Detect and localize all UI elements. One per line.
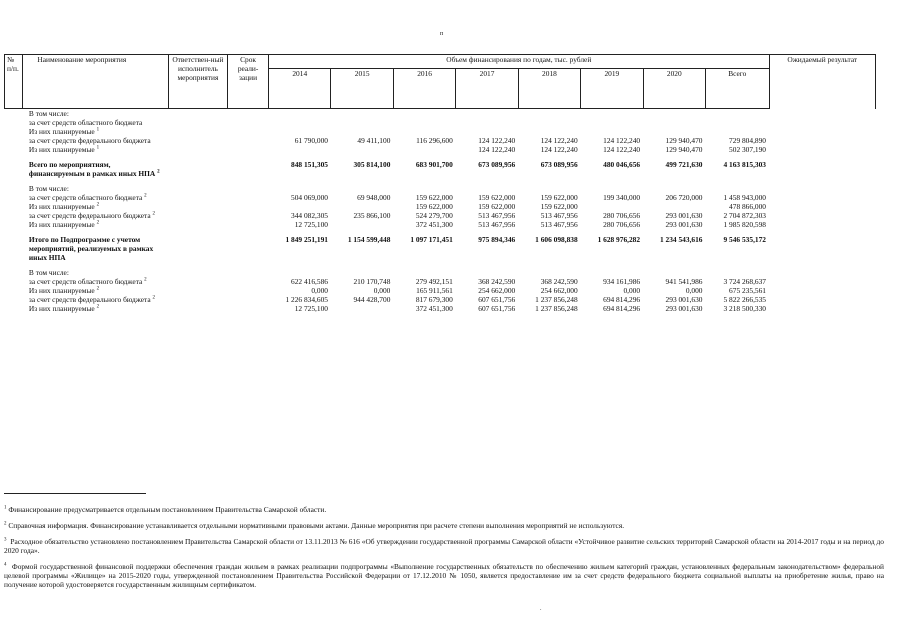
row-footnote-ref: 2 xyxy=(96,286,100,292)
value-cell xyxy=(706,109,770,119)
row-name-cell xyxy=(23,127,168,136)
footnote-number: 3 xyxy=(4,537,7,543)
funding-table xyxy=(4,54,876,313)
value-cell xyxy=(269,109,331,119)
value-cell: 1 234 543,616 xyxy=(660,235,703,244)
value-cell xyxy=(269,118,331,127)
row-number-cell xyxy=(5,277,23,286)
value-cell: 124 122,240 xyxy=(478,136,516,145)
empty-cell xyxy=(228,145,269,154)
value-cell xyxy=(331,184,393,193)
value-cell: 694 814,296 xyxy=(603,304,641,313)
value-cell xyxy=(331,109,393,119)
empty-cell xyxy=(168,136,227,145)
value-cell xyxy=(331,220,393,229)
value-cell xyxy=(643,184,705,193)
footnote-divider xyxy=(4,493,146,494)
value-cell xyxy=(393,145,455,154)
value-cell: 293 001,630 xyxy=(665,211,703,220)
row-name: за счет средств федерального бюджета xyxy=(28,211,151,220)
empty-cell xyxy=(228,193,269,202)
result-cell xyxy=(769,136,876,145)
row-number-cell xyxy=(5,127,23,136)
table-row xyxy=(5,109,876,119)
value-cell: 129 940,470 xyxy=(665,145,703,154)
value-cell: 513 467,956 xyxy=(478,211,516,220)
value-cell: 622 416,586 xyxy=(291,277,328,286)
row-name: Из них планируемые xyxy=(28,145,95,154)
value-cell: 159 622,000 xyxy=(415,193,453,202)
empty-cell xyxy=(168,304,227,313)
value-cell: 848 151,305 xyxy=(291,160,328,169)
row-footnote-ref: 1 xyxy=(96,127,100,133)
value-cell xyxy=(518,184,580,193)
value-cell: 975 894,346 xyxy=(478,235,516,244)
empty-cell xyxy=(228,286,269,295)
value-cell: 1 237 856,248 xyxy=(535,304,578,313)
header-year: Всего xyxy=(706,69,770,109)
value-cell: 4 163 815,303 xyxy=(723,160,766,169)
row-name-cell xyxy=(23,160,168,178)
value-cell: 124 122,240 xyxy=(478,145,516,154)
row-number-cell xyxy=(5,202,23,211)
value-cell xyxy=(706,127,770,136)
value-cell: 129 940,470 xyxy=(665,136,703,145)
value-cell: 0,000 xyxy=(685,286,703,295)
value-cell: 293 001,630 xyxy=(665,220,703,229)
value-cell: 293 001,630 xyxy=(665,304,703,313)
value-cell: 165 911,561 xyxy=(416,286,453,295)
value-cell: 199 340,000 xyxy=(603,193,641,202)
value-cell: 675 235,561 xyxy=(729,286,766,295)
value-cell xyxy=(331,202,393,211)
value-cell: 673 089,956 xyxy=(478,160,516,169)
value-cell: 1 606 098,838 xyxy=(535,235,578,244)
value-cell xyxy=(331,304,393,313)
header-year: 2019 xyxy=(581,69,643,109)
value-cell: 0,000 xyxy=(623,286,641,295)
header-term: Срок реали-зации xyxy=(228,55,269,109)
value-cell: 9 546 535,172 xyxy=(723,235,766,244)
row-footnote-ref: 2 xyxy=(144,193,147,199)
empty-cell xyxy=(168,295,227,304)
header-year: 2014 xyxy=(269,69,331,109)
empty-cell xyxy=(228,235,269,262)
value-cell xyxy=(393,127,455,136)
result-cell xyxy=(769,277,876,286)
empty-cell xyxy=(228,202,269,211)
row-number-cell xyxy=(5,295,23,304)
row-number-cell xyxy=(5,145,23,154)
result-cell xyxy=(769,295,876,304)
row-name-cell xyxy=(23,109,168,119)
value-cell: 254 662,000 xyxy=(540,286,578,295)
row-name-cell xyxy=(23,211,168,220)
empty-cell xyxy=(168,145,227,154)
value-cell: 694 814,296 xyxy=(603,295,641,304)
value-cell: 1 226 834,605 xyxy=(285,295,328,304)
result-cell xyxy=(769,145,876,154)
value-cell xyxy=(581,184,643,193)
result-cell xyxy=(769,211,876,220)
value-cell xyxy=(706,268,770,277)
footnote-number: 2 xyxy=(4,521,7,527)
row-number-cell xyxy=(5,220,23,229)
footnote xyxy=(4,537,884,555)
footnote xyxy=(4,562,884,589)
result-cell xyxy=(769,193,876,202)
row-name-cell xyxy=(23,202,168,211)
header-year: 2018 xyxy=(518,69,580,109)
value-cell xyxy=(706,184,770,193)
value-cell xyxy=(643,118,705,127)
value-cell: 504 069,000 xyxy=(291,193,328,202)
table-row xyxy=(5,184,876,193)
table-row xyxy=(5,136,876,145)
row-footnote-ref: 2 xyxy=(144,277,147,283)
header-year: 2017 xyxy=(456,69,518,109)
empty-cell xyxy=(228,268,269,277)
empty-cell xyxy=(228,295,269,304)
table-row xyxy=(5,202,876,211)
value-cell xyxy=(393,118,455,127)
value-cell xyxy=(456,127,518,136)
value-cell: 61 790,000 xyxy=(294,136,328,145)
footnote-text: Финансирование предусматривается отдельным постановлением Правительства Самарской области. xyxy=(8,505,327,514)
row-name-cell xyxy=(23,145,168,154)
value-cell xyxy=(706,118,770,127)
value-cell: 513 467,956 xyxy=(540,220,578,229)
value-cell: 305 814,100 xyxy=(353,160,391,169)
value-cell: 1 628 976,282 xyxy=(597,235,641,244)
empty-cell xyxy=(228,211,269,220)
value-cell: 124 122,240 xyxy=(603,136,641,145)
row-footnote-ref: 2 xyxy=(152,211,156,217)
value-cell: 607 651,756 xyxy=(478,304,516,313)
row-name-cell xyxy=(23,295,168,304)
value-cell: 159 622,000 xyxy=(415,202,453,211)
result-cell xyxy=(769,304,876,313)
value-cell: 5 822 266,535 xyxy=(723,295,766,304)
table-row xyxy=(5,118,876,127)
value-cell xyxy=(581,268,643,277)
result-cell xyxy=(769,202,876,211)
value-cell: 513 467,956 xyxy=(540,211,578,220)
value-cell: 3 218 500,330 xyxy=(723,304,766,313)
row-number-cell xyxy=(5,193,23,202)
value-cell: 1 985 820,598 xyxy=(723,220,766,229)
empty-cell xyxy=(228,127,269,136)
value-cell: 210 170,748 xyxy=(353,277,391,286)
table-row xyxy=(5,211,876,220)
row-number-cell xyxy=(5,235,23,262)
value-cell xyxy=(393,184,455,193)
value-cell xyxy=(331,145,393,154)
table-row xyxy=(5,145,876,154)
empty-cell xyxy=(228,160,269,178)
value-cell: 159 622,000 xyxy=(478,202,516,211)
row-name-cell xyxy=(23,304,168,313)
table-row xyxy=(5,193,876,202)
value-cell: 0,000 xyxy=(311,286,328,295)
value-cell: 934 161,986 xyxy=(603,277,641,286)
empty-cell xyxy=(168,184,227,193)
row-footnote-ref: 2 xyxy=(96,304,100,310)
value-cell: 124 122,240 xyxy=(540,145,578,154)
value-cell xyxy=(456,268,518,277)
row-name: Из них планируемые xyxy=(28,286,95,295)
empty-cell xyxy=(168,211,227,220)
value-cell xyxy=(643,202,705,211)
row-name-cell xyxy=(23,184,168,193)
footnote-number: 1 xyxy=(4,505,7,511)
result-cell xyxy=(769,220,876,229)
empty-cell xyxy=(168,127,227,136)
table-row xyxy=(5,220,876,229)
empty-cell xyxy=(168,118,227,127)
table-row xyxy=(5,235,876,262)
value-cell: 116 296,600 xyxy=(416,136,453,145)
value-cell: 293 001,630 xyxy=(665,295,703,304)
row-number-cell xyxy=(5,118,23,127)
value-cell: 1 154 599,448 xyxy=(347,235,391,244)
row-name-cell xyxy=(23,193,168,202)
table-row xyxy=(5,286,876,295)
value-cell: 159 622,000 xyxy=(540,193,578,202)
row-name-cell xyxy=(23,220,168,229)
value-cell: 941 541,986 xyxy=(665,277,703,286)
result-cell xyxy=(769,184,876,193)
value-cell xyxy=(269,127,331,136)
value-cell: 235 866,100 xyxy=(353,211,391,220)
table-row xyxy=(5,304,876,313)
row-number-cell xyxy=(5,268,23,277)
value-cell: 254 662,000 xyxy=(478,286,516,295)
empty-cell xyxy=(228,304,269,313)
result-cell xyxy=(769,160,876,178)
value-cell: 124 122,240 xyxy=(540,136,578,145)
header-year: 2016 xyxy=(393,69,455,109)
value-cell: 280 706,656 xyxy=(603,211,641,220)
row-name: за счет средств областного бюджета xyxy=(28,193,143,202)
value-cell: 1 097 171,451 xyxy=(410,235,453,244)
empty-cell xyxy=(168,160,227,178)
row-name: В том числе: xyxy=(28,109,69,118)
value-cell: 69 948,000 xyxy=(357,193,391,202)
table-row xyxy=(5,295,876,304)
value-cell xyxy=(269,145,331,154)
footnote-text: Расходное обязательство установлено постановлением Правительства Самарской области от 13.11.2013 № 616 «Об утверждении государственной программы Самарской области «Устойчивое развитие сельских территорий Самарской области на 2014-2017 годы и на период до 2020 года». xyxy=(4,537,884,555)
row-name-cell xyxy=(23,118,168,127)
result-cell xyxy=(769,286,876,295)
row-number-cell xyxy=(5,109,23,119)
value-cell: 12 725,100 xyxy=(294,220,328,229)
value-cell: 280 706,656 xyxy=(603,220,641,229)
footnote xyxy=(4,521,884,530)
row-name: за счет средств областного бюджета xyxy=(28,118,143,127)
value-cell: 49 411,100 xyxy=(357,136,391,145)
row-name: Из них планируемые xyxy=(28,304,95,313)
value-cell xyxy=(643,127,705,136)
value-cell: 944 428,700 xyxy=(353,295,391,304)
row-name-cell xyxy=(23,235,168,262)
row-number-cell xyxy=(5,286,23,295)
value-cell xyxy=(456,184,518,193)
value-cell: 673 089,956 xyxy=(540,160,578,169)
value-cell xyxy=(518,127,580,136)
result-cell xyxy=(769,118,876,127)
empty-cell xyxy=(228,136,269,145)
value-cell: 3 724 268,637 xyxy=(723,277,766,286)
footnote-text: Справочная информация. Финансирование устанавливается отдельными нормативными правовыми актами. Данные мероприятия при расчете степени выполнения мероприятий не используются. xyxy=(8,521,625,530)
row-number-cell xyxy=(5,160,23,178)
row-name: за счет средств областного бюджета xyxy=(28,277,143,286)
value-cell: 372 451,300 xyxy=(415,304,453,313)
empty-cell xyxy=(168,286,227,295)
value-cell xyxy=(456,118,518,127)
value-cell: 368 242,590 xyxy=(478,277,516,286)
value-cell: 480 046,656 xyxy=(603,160,641,169)
value-cell: 817 679,300 xyxy=(415,295,453,304)
row-name: за счет средств федерального бюджета xyxy=(28,295,151,304)
result-cell xyxy=(769,109,876,119)
row-number-cell xyxy=(5,136,23,145)
value-cell: 159 622,000 xyxy=(478,193,516,202)
footnote xyxy=(4,505,884,514)
header-no: № п/п. xyxy=(5,55,23,109)
empty-cell xyxy=(228,277,269,286)
row-name: Из них планируемые xyxy=(28,127,95,136)
value-cell: 159 622,000 xyxy=(540,202,578,211)
row-number-cell xyxy=(5,211,23,220)
result-cell xyxy=(769,127,876,136)
empty-cell xyxy=(168,193,227,202)
value-cell: 12 725,100 xyxy=(294,304,328,313)
value-cell xyxy=(581,202,643,211)
value-cell: 502 307,190 xyxy=(729,145,766,154)
value-cell: 279 492,151 xyxy=(415,277,453,286)
value-cell xyxy=(331,268,393,277)
value-cell: 2 704 872,303 xyxy=(723,211,766,220)
header-name: Наименование мероприятия xyxy=(23,55,168,109)
value-cell: 683 901,700 xyxy=(415,160,453,169)
row-name-cell xyxy=(23,286,168,295)
value-cell: 368 242,590 xyxy=(540,277,578,286)
table-row xyxy=(5,127,876,136)
scan-mark: . xyxy=(540,606,542,612)
value-cell xyxy=(581,118,643,127)
row-name: Всего по мероприятиям, финансируемым в рамках иных НПА xyxy=(28,160,156,178)
value-cell xyxy=(393,268,455,277)
value-cell: 607 651,756 xyxy=(478,295,516,304)
row-name: за счет средств федерального бюджета xyxy=(28,136,151,145)
empty-cell xyxy=(168,220,227,229)
footnote-text: Формой государственной финансовой поддержки обеспечения граждан жильем в рамках реализации подпрограммы «Выполнение государственных обязательств по обеспечению жильем категорий граждан, установленных федеральным законодательством» федеральной целевой программы «Жилище» на 2015-2020 годы, утвержденной постановлением Правительства Российской Федерации от 17.12.2010 № 1050, является предоставление им за счет средств федерального бюджета социальной выплаты на приобретение жилья, право на получение которой удостоверяется государственным жилищным сертификатом. xyxy=(4,562,884,589)
value-cell: 206 720,000 xyxy=(665,193,703,202)
header-result: Ожидаемый результат xyxy=(769,55,876,109)
empty-cell xyxy=(228,220,269,229)
value-cell: 1 237 856,248 xyxy=(535,295,578,304)
table-row xyxy=(5,277,876,286)
empty-cell xyxy=(168,109,227,119)
value-cell xyxy=(331,118,393,127)
row-name-cell xyxy=(23,277,168,286)
value-cell xyxy=(643,109,705,119)
header-funding: Объем финансирования по годам, тыс. рублей xyxy=(269,55,769,69)
table-row xyxy=(5,160,876,178)
value-cell xyxy=(393,109,455,119)
value-cell: 372 451,300 xyxy=(415,220,453,229)
value-cell xyxy=(269,184,331,193)
result-cell xyxy=(769,235,876,262)
value-cell xyxy=(456,109,518,119)
empty-cell xyxy=(168,235,227,262)
row-footnote-ref: 2 xyxy=(157,169,160,175)
row-name: Итого по Подпрограмме с учетом мероприятий, реализуемых в рамках иных НПА xyxy=(28,235,154,262)
row-footnote-ref: 2 xyxy=(96,220,100,226)
value-cell: 499 721,630 xyxy=(665,160,703,169)
row-footnote-ref: 1 xyxy=(96,145,100,151)
header-year: 2020 xyxy=(643,69,705,109)
footnote-number: 4 xyxy=(4,562,7,568)
value-cell xyxy=(269,268,331,277)
row-name-cell xyxy=(23,268,168,277)
value-cell: 1 458 943,000 xyxy=(723,193,766,202)
header-responsible: Ответствен-ный исполнитель мероприятия xyxy=(168,55,227,109)
value-cell: 478 866,000 xyxy=(729,202,766,211)
row-footnote-ref: 2 xyxy=(152,295,156,301)
row-name: В том числе: xyxy=(28,268,69,277)
header-year: 2015 xyxy=(331,69,393,109)
value-cell: 513 467,956 xyxy=(478,220,516,229)
table-body xyxy=(5,109,876,314)
value-cell xyxy=(518,109,580,119)
empty-cell xyxy=(168,202,227,211)
empty-cell xyxy=(168,277,227,286)
value-cell: 1 849 251,191 xyxy=(285,235,328,244)
value-cell xyxy=(518,268,580,277)
value-cell: 124 122,240 xyxy=(603,145,641,154)
value-cell xyxy=(581,127,643,136)
value-cell: 0,000 xyxy=(373,286,391,295)
value-cell: 344 082,305 xyxy=(291,211,328,220)
empty-cell xyxy=(228,118,269,127)
value-cell xyxy=(643,268,705,277)
value-cell xyxy=(331,127,393,136)
empty-cell xyxy=(228,109,269,119)
empty-cell xyxy=(228,184,269,193)
row-number-cell xyxy=(5,184,23,193)
value-cell xyxy=(518,118,580,127)
value-cell: 729 804,890 xyxy=(729,136,766,145)
row-number-cell xyxy=(5,304,23,313)
row-footnote-ref: 2 xyxy=(96,202,100,208)
value-cell: 524 279,700 xyxy=(415,211,453,220)
row-name-cell xyxy=(23,136,168,145)
row-name: Из них планируемые xyxy=(28,202,95,211)
value-cell xyxy=(581,109,643,119)
table-row xyxy=(5,268,876,277)
page-number: п xyxy=(440,31,444,37)
result-cell xyxy=(769,268,876,277)
row-name: В том числе: xyxy=(28,184,69,193)
row-name: Из них планируемые xyxy=(28,220,95,229)
empty-cell xyxy=(168,268,227,277)
value-cell xyxy=(269,202,331,211)
